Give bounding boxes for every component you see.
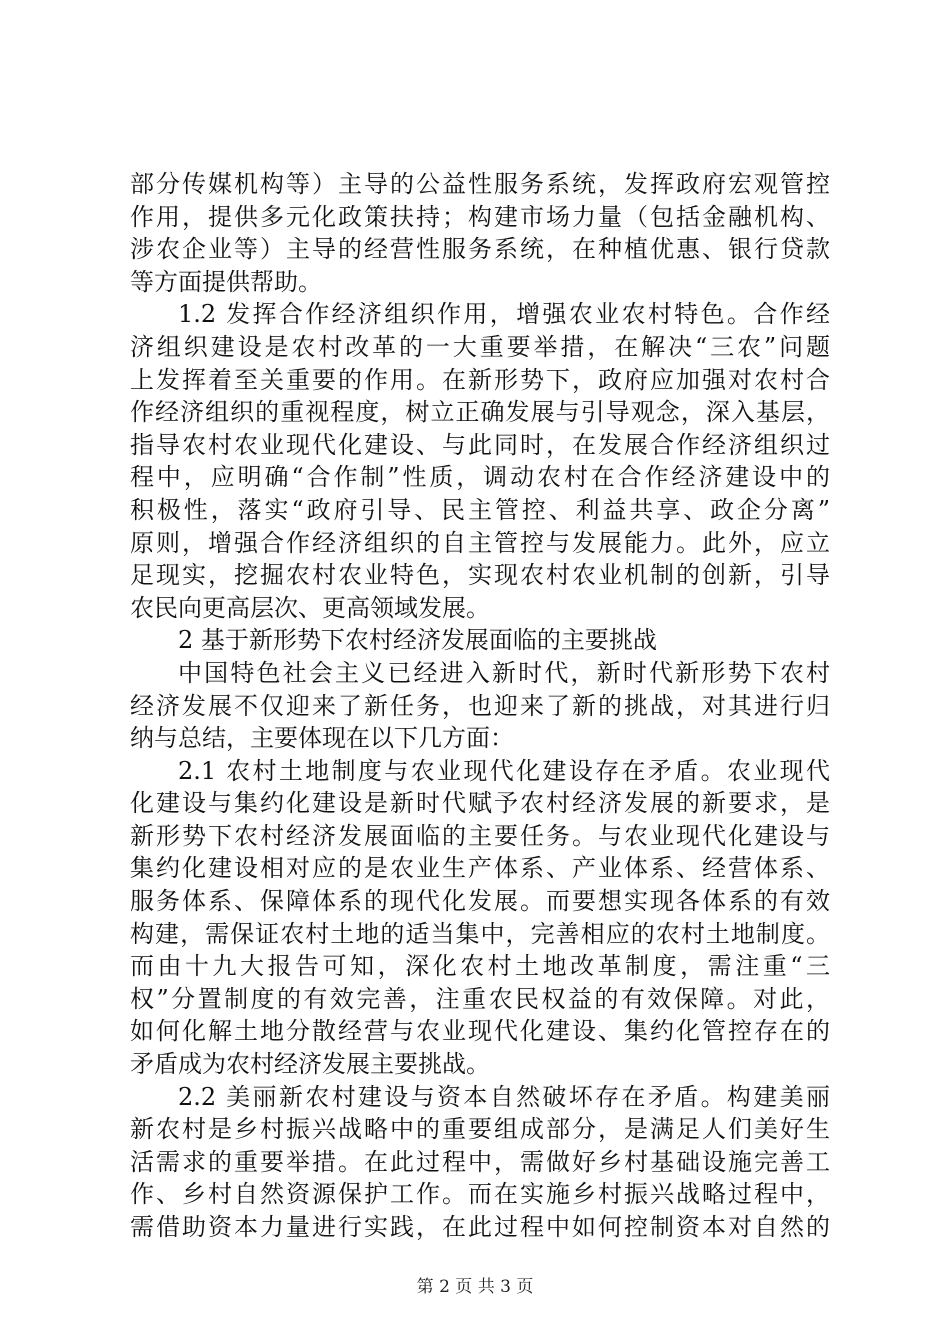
- text-line: 经济发展不仅迎来了新任务，也迎来了新的挑战，对其进行归: [130, 691, 830, 720]
- text-line: 权”分置制度的有效完善，注重农民权益的有效保障。对此，: [130, 984, 830, 1013]
- text-line: 化建设与集约化建设是新时代赋予农村经济发展的新要求，是: [130, 789, 830, 818]
- text-line: 集约化建设相对应的是农业生产体系、产业体系、经营体系、: [130, 854, 830, 883]
- text-line: 足现实，挖掘农村农业特色，实现农村农业机制的创新，引导: [130, 561, 830, 590]
- text-line: 积极性，落实“政府引导、民主管控、利益共享、政企分离”: [130, 495, 830, 524]
- text-line: 作、乡村自然资源保护工作。而在实施乡村振兴战略过程中，: [130, 1180, 830, 1209]
- text-line: 程中，应明确“合作制”性质，调动农村在合作经济建设中的: [130, 463, 830, 492]
- text-line: 作用，提供多元化政策扶持；构建市场力量（包括金融机构、: [130, 202, 830, 231]
- text-line: 农民向更高层次、更高领域发展。: [130, 593, 490, 622]
- body-text: [130, 168, 830, 1244]
- text-line: 部分传媒机构等）主导的公益性服务系统，发挥政府宏观管控: [130, 170, 830, 198]
- text-line: 纳与总结，主要体现在以下几方面：: [130, 724, 514, 753]
- text-line: 2.1 农村土地制度与农业现代化建设存在矛盾。农业现代: [178, 756, 830, 785]
- text-line: 2 基于新形势下农村经济发展面临的主要挑战: [178, 626, 657, 655]
- text-line: 等方面提供帮助。: [130, 267, 322, 296]
- text-line: 2.2 美丽新农村建设与资本自然破坏存在矛盾。构建美丽: [178, 1082, 830, 1111]
- text-line: 如何化解土地分散经营与农业现代化建设、集约化管控存在的: [130, 1017, 830, 1046]
- text-line: 服务体系、保障体系的现代化发展。而要想实现各体系的有效: [130, 887, 830, 916]
- text-line: 涉农企业等）主导的经营性服务系统，在种植优惠、银行贷款: [130, 235, 830, 264]
- text-line: 活需求的重要举措。在此过程中，需做好乡村基础设施完善工: [130, 1147, 830, 1176]
- text-line: 构建，需保证农村土地的适当集中，完善相应的农村土地制度。: [130, 919, 830, 948]
- text-line: 原则，增强合作经济组织的自主管控与发展能力。此外，应立: [130, 528, 830, 557]
- text-line: 上发挥着至关重要的作用。在新形势下，政府应加强对农村合: [130, 365, 830, 394]
- text-line: 济组织建设是农村改革的一大重要举措，在解决“三农”问题: [130, 332, 830, 361]
- text-line: 作经济组织的重视程度，树立正确发展与引导观念，深入基层，: [130, 398, 830, 427]
- text-line: 新形势下农村经济发展面临的主要任务。与农业现代化建设与: [130, 821, 830, 850]
- page-number-footer: 第 2 页 共 3 页: [416, 1277, 534, 1297]
- text-line: 中国特色社会主义已经进入新时代，新时代新形势下农村: [178, 658, 830, 687]
- text-line: 矛盾成为农村经济发展主要挑战。: [130, 1050, 490, 1079]
- text-line: 新农村是乡村振兴战略中的重要组成部分，是满足人们美好生: [130, 1115, 830, 1144]
- text-line: 而由十九大报告可知，深化农村土地改革制度，需注重“三: [130, 952, 830, 981]
- text-line: 需借助资本力量进行实践，在此过程中如何控制资本对自然的: [130, 1213, 830, 1241]
- text-line: 1.2 发挥合作经济组织作用，增强农业农村特色。合作经: [178, 300, 830, 329]
- text-line: 指导农村农业现代化建设、与此同时，在发展合作经济组织过: [130, 430, 830, 459]
